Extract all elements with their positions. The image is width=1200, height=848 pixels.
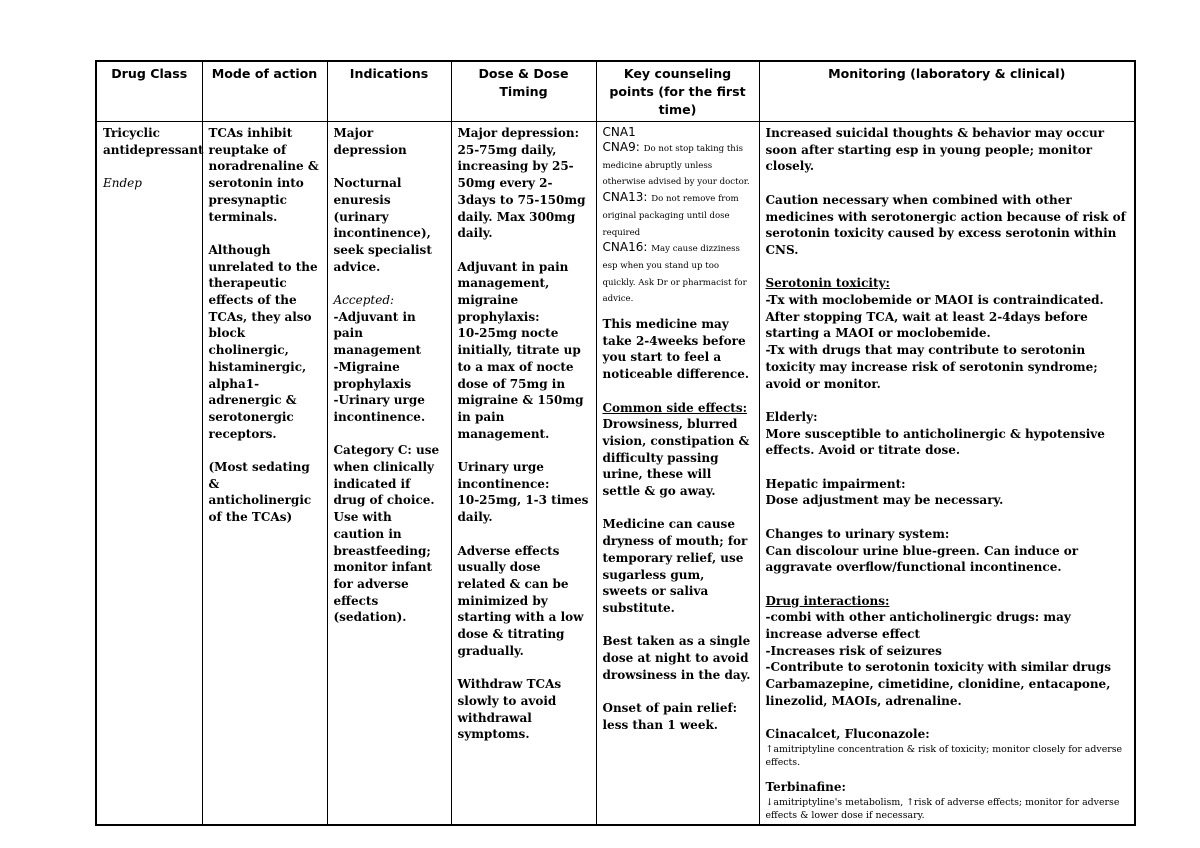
header-row xyxy=(96,61,1135,122)
dose-withdraw-note: Withdraw TCAs slowly to avoid withdrawal symptoms. xyxy=(457,677,562,742)
dose-adjuvant-text: 10-25mg nocte initially, titrate up to a max of nocte dose of 75mg in migraine & 150mg in pain management. xyxy=(457,326,584,441)
header-drug-class: Drug Class xyxy=(96,61,202,122)
counsel-side-effects-text: Drowsiness, blurred vision, constipation & difficulty passing urine, these will settle & go away. xyxy=(602,417,750,499)
cna9-code: CNA9: xyxy=(602,140,640,154)
drug-row xyxy=(96,122,1135,825)
indication-pregnancy-category: Category C: use when clinically indicated if drug of choice. xyxy=(333,443,440,508)
monitor-interactions-3: -Contribute to serotonin toxicity with similar drugs xyxy=(765,660,1111,675)
header-monitoring: Monitoring (laboratory & clinical) xyxy=(759,61,1135,122)
dose-adverse-note: Adverse effects usually dose related & can be minimized by starting with a low dose & titrating gradually. xyxy=(457,543,584,658)
indication-accepted-1: -Adjuvant in pain management xyxy=(333,309,422,358)
monitor-terbinafine-label: Terbinafine: xyxy=(765,779,846,794)
cna13-text: Do not remove from original packaging until dose required xyxy=(602,194,739,238)
monitor-interactions-drugs: Carbamazepine, cimetidine, clonidine, entacapone, linezolid, MAOIs, adrenaline. xyxy=(765,677,1111,708)
cna16-code: CNA16: xyxy=(602,240,648,255)
cna16-item xyxy=(603,239,753,306)
cell-counseling xyxy=(596,122,759,825)
monitor-interactions-1: -combi with other anticholinergic drugs: may increase adverse effect xyxy=(765,610,1071,641)
header-counseling: Key counseling points (for the first time) xyxy=(596,61,759,122)
cell-monitoring xyxy=(759,122,1135,825)
monitor-serotonin-1: -Tx with moclobemide or MAOI is contraindicated. After stopping TCA, wait at least 2-4days before starting a MAOI or moclobemide. xyxy=(765,293,1104,341)
cell-dose xyxy=(451,122,596,825)
counsel-night-dose: Best taken as a single dose at night to avoid drowsiness in the day. xyxy=(602,634,751,682)
header-mode-of-action: Mode of action xyxy=(202,61,327,122)
counsel-onset: Onset of pain relief: less than 1 week. xyxy=(602,701,738,732)
moa-paragraph-2: Although unrelated to the therapeutic effects of the TCAs, they also block cholinergic, histaminergic, alpha1-adrenergic & serotonergic receptors. xyxy=(208,242,318,441)
monitor-interactions-2: -Increases risk of seizures xyxy=(765,643,942,658)
moa-paragraph-3: (Most sedating & anticholinergic of the TCAs) xyxy=(208,460,312,525)
monitor-urinary-label: Changes to urinary system: xyxy=(765,526,950,541)
dose-major-label: Major depression: xyxy=(457,126,580,140)
header-dose: Dose & Dose Timing xyxy=(451,61,596,122)
monitor-cinacalcet-text: ↑amitriptyline concentration & risk of toxicity; monitor closely for adverse effects. xyxy=(765,743,1123,768)
cna13-code: CNA13: xyxy=(602,190,648,205)
indication-major-depression: Major depression xyxy=(333,126,407,157)
monitor-serotonin-2: -Tx with drugs that may contribute to serotonin toxicity may increase risk of serotonin syndrome; avoid or monitor. xyxy=(765,343,1098,391)
counsel-weeks: This medicine may take 2-4weeks before you start to feel a noticeable difference. xyxy=(602,317,750,382)
monitor-suicidal: Increased suicidal thoughts & behavior may occur soon after starting esp in young people; monitor closely. xyxy=(765,126,1105,174)
brand-name: Endep xyxy=(103,176,142,191)
moa-paragraph-1: TCAs inhibit reuptake of noradrenaline & serotonin into presynaptic terminals. xyxy=(208,126,319,224)
monitor-serotonin-label: Serotonin toxicity: xyxy=(765,276,890,291)
monitor-urinary-text: Can discolour urine blue-green. Can induce or aggravate overflow/functional incontinence. xyxy=(765,543,1079,575)
counsel-side-effects-label: Common side effects: xyxy=(602,400,748,415)
indication-breastfeeding: Use with caution in breastfeeding; monitor infant for adverse effects (sedation). xyxy=(333,510,433,625)
cell-mode-of-action xyxy=(202,122,327,825)
dose-adjuvant-label: Adjuvant in pain management, migraine prophylaxis: xyxy=(457,259,569,324)
monitor-hepatic-text: Dose adjustment may be necessary. xyxy=(765,493,1004,508)
indication-accepted-3: -Urinary urge incontinence. xyxy=(333,393,426,424)
monitor-interactions-label: Drug interactions: xyxy=(765,593,890,608)
cna13-item xyxy=(603,189,753,239)
header-indications: Indications xyxy=(327,61,451,122)
monitor-elderly-label: Elderly: xyxy=(765,409,818,424)
monitor-cinacalcet-label: Cinacalcet, Fluconazole: xyxy=(765,727,930,742)
cna9-text: Do not stop taking this medicine abruptly unless otherwise advised by your doctor. xyxy=(602,144,750,188)
counsel-dry-mouth: Medicine can cause dryness of mouth; for temporary relief, use sugarless gum, sweets or saliva substitute. xyxy=(602,517,748,615)
cell-indications xyxy=(327,122,451,825)
indication-accepted-label: Accepted: xyxy=(333,293,395,307)
indication-accepted-2: -Migraine prophylaxis xyxy=(333,359,412,391)
cna1-code: CNA1 xyxy=(602,125,636,139)
monitor-hepatic-label: Hepatic impairment: xyxy=(765,476,906,491)
cell-drug-class xyxy=(96,122,202,825)
cna16-text: May cause dizziness esp when you stand up too quickly. Ask Dr or pharmacist for advice. xyxy=(602,244,747,305)
cna9-item xyxy=(603,139,753,189)
monitor-caution: Caution necessary when combined with other medicines with serotonergic action because of risk of serotonin toxicity caused by excess serotonin within CNS. xyxy=(765,192,1126,257)
drug-monograph-table xyxy=(95,60,1136,826)
drug-class-name: Tricyclic antidepressant xyxy=(103,126,204,157)
indication-nocturnal-enuresis: Nocturnal enuresis (urinary incontinence), seek specialist advice. xyxy=(333,176,432,274)
dose-urinary-label: Urinary urge incontinence: xyxy=(457,460,550,491)
monitor-terbinafine-text: ↓amitriptyline's metabolism, ↑risk of adverse effects; monitor for adverse effects & lower dose if necessary. xyxy=(765,796,1120,821)
dose-urinary-text: 10-25mg, 1-3 times daily. xyxy=(457,493,589,525)
dose-major-text: 25-75mg daily, increasing by 25-50mg every 2-3days to 75-150mg daily. Max 300mg daily. xyxy=(457,142,586,241)
monitor-elderly-text: More susceptible to anticholinergic & hypotensive effects. Avoid or titrate dose. xyxy=(765,426,1105,458)
